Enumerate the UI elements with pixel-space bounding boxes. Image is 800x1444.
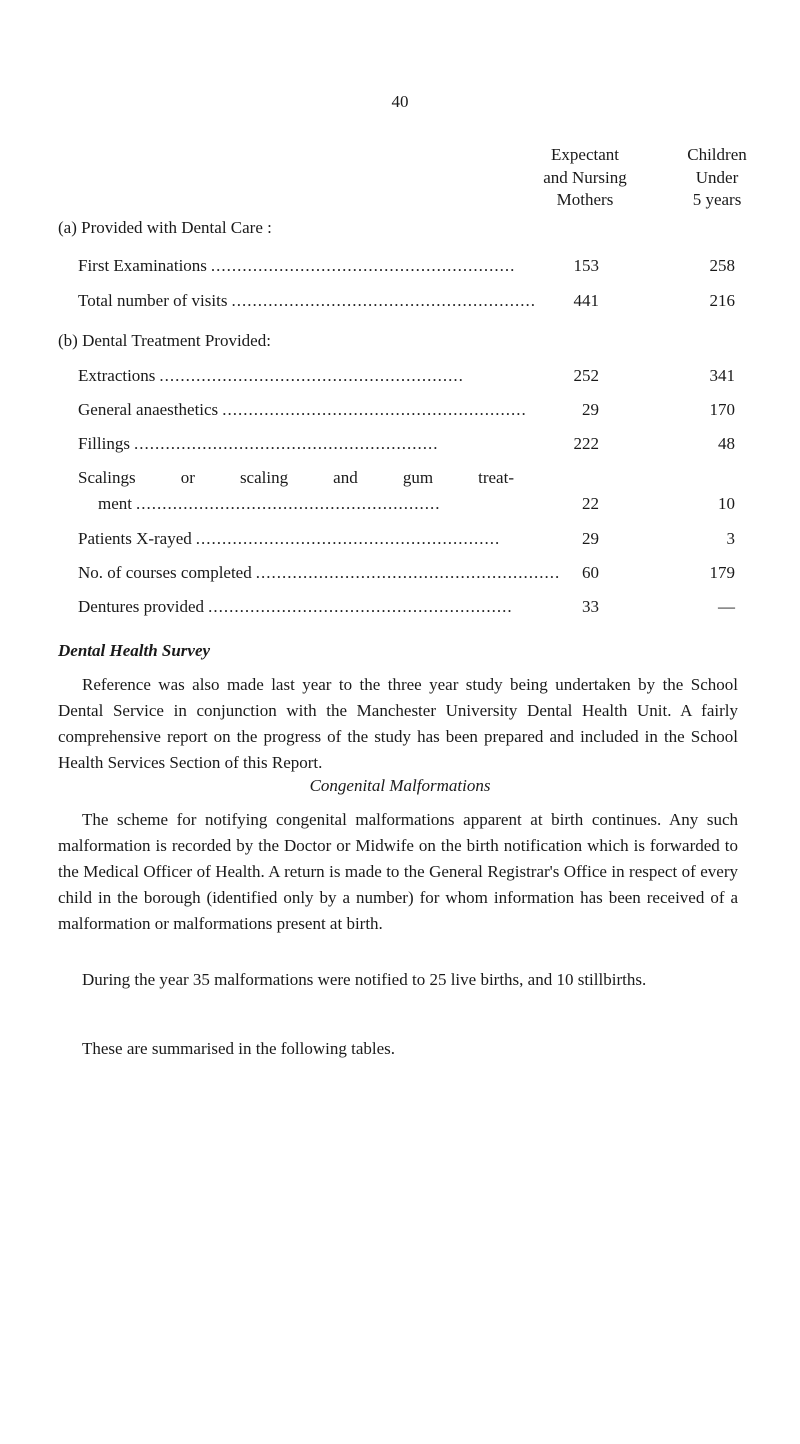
row-label-first-line: Scalings or scaling and gum treat-	[78, 468, 514, 487]
column-header-line: and Nursing	[543, 167, 627, 187]
congenital-heading: Congenital Malformations	[309, 776, 491, 795]
table-row: No. of courses completed .......................................................... 60 179	[78, 563, 735, 582]
row-value-mothers: 441	[573, 291, 599, 310]
row-label: Fillings	[78, 434, 134, 453]
row-value-mothers: 29	[582, 529, 599, 548]
row-value-children: 258	[709, 256, 735, 275]
table-row: Fillings .......................................................... 222 48	[78, 434, 735, 453]
row-label: Extractions	[78, 366, 159, 385]
section-a-title: (a) Provided with Dental Care :	[58, 218, 272, 237]
row-value-children: —	[718, 597, 735, 616]
row-value-children: 48	[718, 434, 735, 453]
congenital-paragraph: The scheme for notifying congenital malformations apparent at birth continues. Any such malformation is recorded by the Doctor or Midwife on the birth notification which is forwarded to the Medical Officer of Health. A return is made to the General Registrar's Office in respect of every child in the borough (identified only by a number) for whom information has been received of a malformation or malformations present at birth.	[58, 810, 738, 933]
row-value-children: 341	[709, 366, 735, 385]
dental-survey-heading: Dental Health Survey	[58, 641, 211, 660]
row-label: ment	[98, 494, 136, 513]
table-row: Total number of visits .......................................................... 441 216	[78, 291, 735, 310]
row-label: Dentures provided	[78, 597, 208, 616]
row-label: Total number of visits	[78, 291, 231, 310]
row-value-mothers: 33	[582, 597, 599, 616]
row-label: No. of courses completed	[78, 563, 256, 582]
section-b-title: (b) Dental Treatment Provided:	[58, 331, 271, 350]
table-row: Extractions .......................................................... 252 341	[78, 366, 735, 385]
table-row: First Examinations .......................................................... 153 258	[78, 256, 735, 275]
column-header-line: Under	[695, 167, 739, 187]
table-row: ment .......................................................... 22 10	[98, 494, 735, 513]
row-label: General anaesthetics	[78, 400, 222, 419]
page-number: 40	[391, 92, 409, 111]
row-value-mothers: 29	[582, 400, 599, 419]
column-header-expectant-mothers	[530, 144, 640, 212]
column-header-line: Mothers	[556, 190, 614, 209]
row-label: Patients X-rayed	[78, 529, 196, 548]
column-header-line: 5 years	[692, 190, 742, 209]
row-value-children: 3	[726, 529, 735, 548]
row-value-children: 179	[709, 563, 735, 582]
row-value-mothers: 60	[582, 563, 599, 582]
table-row: General anaesthetics .......................................................... 29 170	[78, 400, 735, 419]
table-row: Dentures provided .......................................................... 33 —	[78, 597, 735, 616]
row-value-children: 10	[718, 494, 735, 513]
congenital-paragraph: These are summarised in the following tables.	[82, 1039, 395, 1058]
row-value-mothers: 153	[573, 256, 599, 275]
column-header-children-under-5	[657, 144, 777, 212]
column-header-line: Children	[687, 145, 747, 164]
dental-survey-paragraph: Reference was also made last year to the three year study being undertaken by the School Dental Service in conjunction with the Manchester University Dental Health Unit. A fairly comprehensive report on the progress of the study has been prepared and included in the School Health Services Section of this Report.	[58, 675, 738, 772]
row-value-mothers: 252	[573, 366, 599, 385]
column-header-line: Expectant	[551, 145, 619, 164]
row-value-mothers: 222	[573, 434, 599, 453]
row-label: First Examinations	[78, 256, 211, 275]
row-value-children: 170	[709, 400, 735, 419]
row-value-mothers: 22	[582, 494, 599, 513]
congenital-paragraph: During the year 35 malformations were notified to 25 live births, and 10 stillbirths.	[82, 970, 647, 989]
table-row: Patients X-rayed .......................................................... 29 3	[78, 529, 735, 548]
row-value-children: 216	[709, 291, 735, 310]
